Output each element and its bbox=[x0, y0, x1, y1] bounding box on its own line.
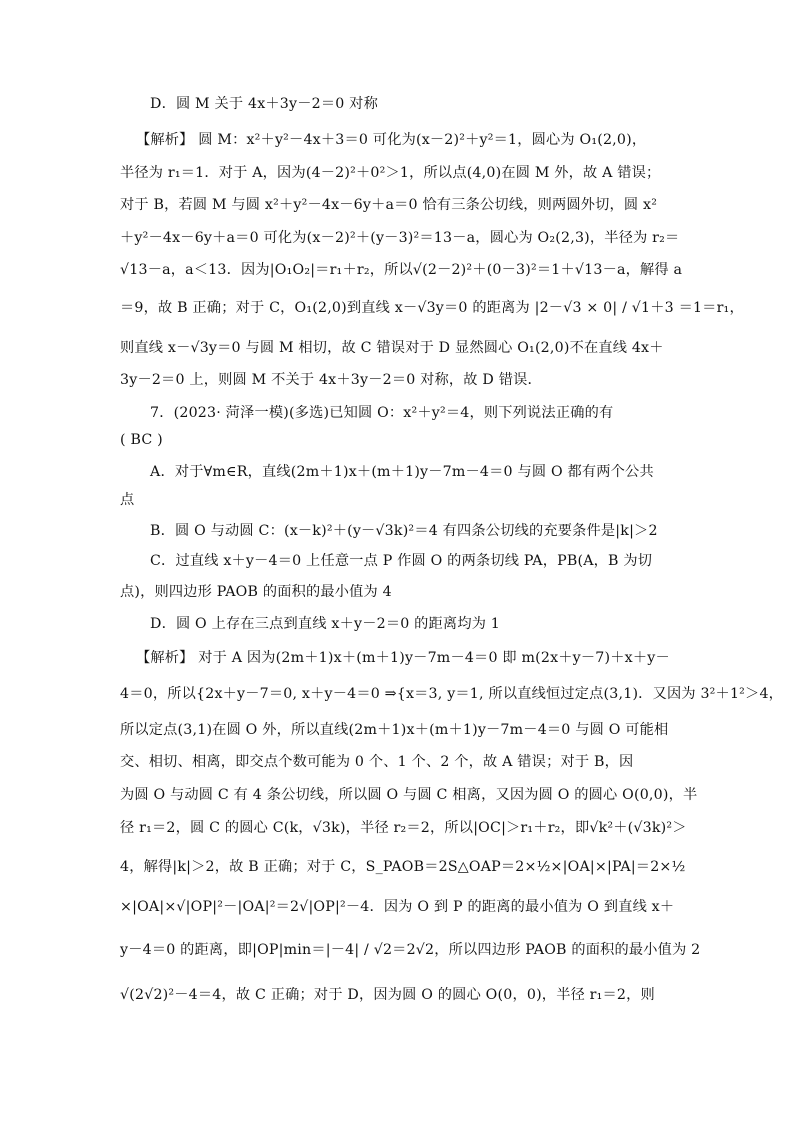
solution-line: 【解析】 对于 A 因为(2m＋1)x＋(m＋1)y－7m－4＝0 即 m(2x＋y－7)＋x＋y－ bbox=[136, 650, 670, 666]
solution-line: ＋y²－4x－6y＋a＝0 可化为(x－2)²＋(y－3)²＝13－a，圆心为 O₂(2,3)，半径为 r₂＝ bbox=[120, 230, 680, 246]
option-a: A．对于∀m∈R，直线(2m＋1)x＋(m＋1)y－7m－4＝0 与圆 O 都有两个公共 bbox=[150, 464, 654, 480]
solution-line: ＝9，故 B 正确；对于 C，O₁(2,0)到直线 x－√3y＝0 的距离为 |2－√3 × 0| / √1＋3 ＝1＝r₁， bbox=[120, 300, 744, 316]
solution-line: 径 r₁＝2，圆 C 的圆心 C(k，√3k)，半径 r₂＝2，所以|OC|＞r₁＋r₂，即√k²＋(√3k)²＞ bbox=[120, 820, 687, 836]
answer-bracket: ( BC ) bbox=[120, 432, 163, 448]
solution-line: √(2√2)²－4＝4，故 C 正确；对于 D，因为圆 O 的圆心 O(0，0)，半径 r₁＝2，则 bbox=[120, 987, 655, 1003]
solution-line: 4，解得|k|＞2，故 B 正确；对于 C，S_PAOB＝2S△OAP＝2×½×|OA|×|PA|＝2×½ bbox=[120, 859, 686, 875]
solution-line: 【解析】 圆 M：x²＋y²－4x＋3＝0 可化为(x－2)²＋y²＝1，圆心为 O₁(2,0)， bbox=[136, 132, 647, 148]
option-c-cont: 点)，则四边形 PAOB 的面积的最小值为 4 bbox=[120, 584, 392, 600]
solution-line: ×|OA|×√|OP|²－|OA|²＝2√|OP|²－4．因为 O 到 P 的距离的最小值为 O 到直线 x＋ bbox=[120, 899, 675, 915]
option-a-cont: 点 bbox=[120, 492, 135, 508]
solution-line: 半径为 r₁＝1．对于 A，因为(4－2)²＋0²＞1，所以点(4,0)在圆 M 外，故 A 错误； bbox=[120, 165, 661, 181]
solution-line: 4＝0，所以{2x＋y－7＝0, x＋y－4＝0 ⇒{x＝3, y＝1, 所以直线恒过定点(3,1)．又因为 3²＋1²＞4， bbox=[120, 686, 784, 702]
question-stem: 7．(2023· 菏泽一模)(多选)已知圆 O：x²＋y²＝4，则下列说法正确的有 bbox=[150, 405, 614, 421]
solution-line: √13－a，a＜13．因为|O₁O₂|＝r₁＋r₂，所以√(2－2)²＋(0－3)²＝1＋√13－a，解得 a bbox=[120, 262, 683, 278]
solution-line: 所以定点(3,1)在圆 O 外，所以直线(2m＋1)x＋(m＋1)y－7m－4＝0 与圆 O 可能相 bbox=[120, 722, 669, 738]
option-b: B．圆 O 与动圆 C：(x－k)²＋(y－√3k)²＝4 有四条公切线的充要条件是|k|＞2 bbox=[150, 523, 658, 539]
solution-line: 交、相切、相离，即交点个数可能为 0 个、1 个、2 个，故 A 错误；对于 B，因 bbox=[120, 754, 634, 770]
solution-line: 3y－2＝0 上，则圆 M 不关于 4x＋3y－2＝0 对称，故 D 错误． bbox=[120, 372, 542, 388]
solution-line: y－4＝0 的距离，即|OP|min＝|－4| / √2＝2√2，所以四边形 PAOB 的面积的最小值为 2 bbox=[120, 942, 701, 958]
option-d-line: D．圆 M 关于 4x＋3y－2＝0 对称 bbox=[150, 96, 378, 112]
solution-line: 为圆 O 与动圆 C 有 4 条公切线，所以圆 O 与圆 C 相离，又因为圆 O 的圆心 O(0,0)，半 bbox=[120, 787, 698, 803]
solution-line: 则直线 x－√3y＝0 与圆 M 相切，故 C 错误对于 D 显然圆心 O₁(2,0)不在直线 4x＋ bbox=[120, 340, 664, 356]
solution-line: 对于 B，若圆 M 与圆 x²＋y²－4x－6y＋a＝0 恰有三条公切线，则两圆外切，圆 x² bbox=[120, 197, 658, 213]
option-c: C．过直线 x＋y－4＝0 上任意一点 P 作圆 O 的两条切线 PA，PB(A，B 为切 bbox=[150, 553, 653, 569]
option-d: D．圆 O 上存在三点到直线 x＋y－2＝0 的距离均为 1 bbox=[150, 616, 501, 632]
